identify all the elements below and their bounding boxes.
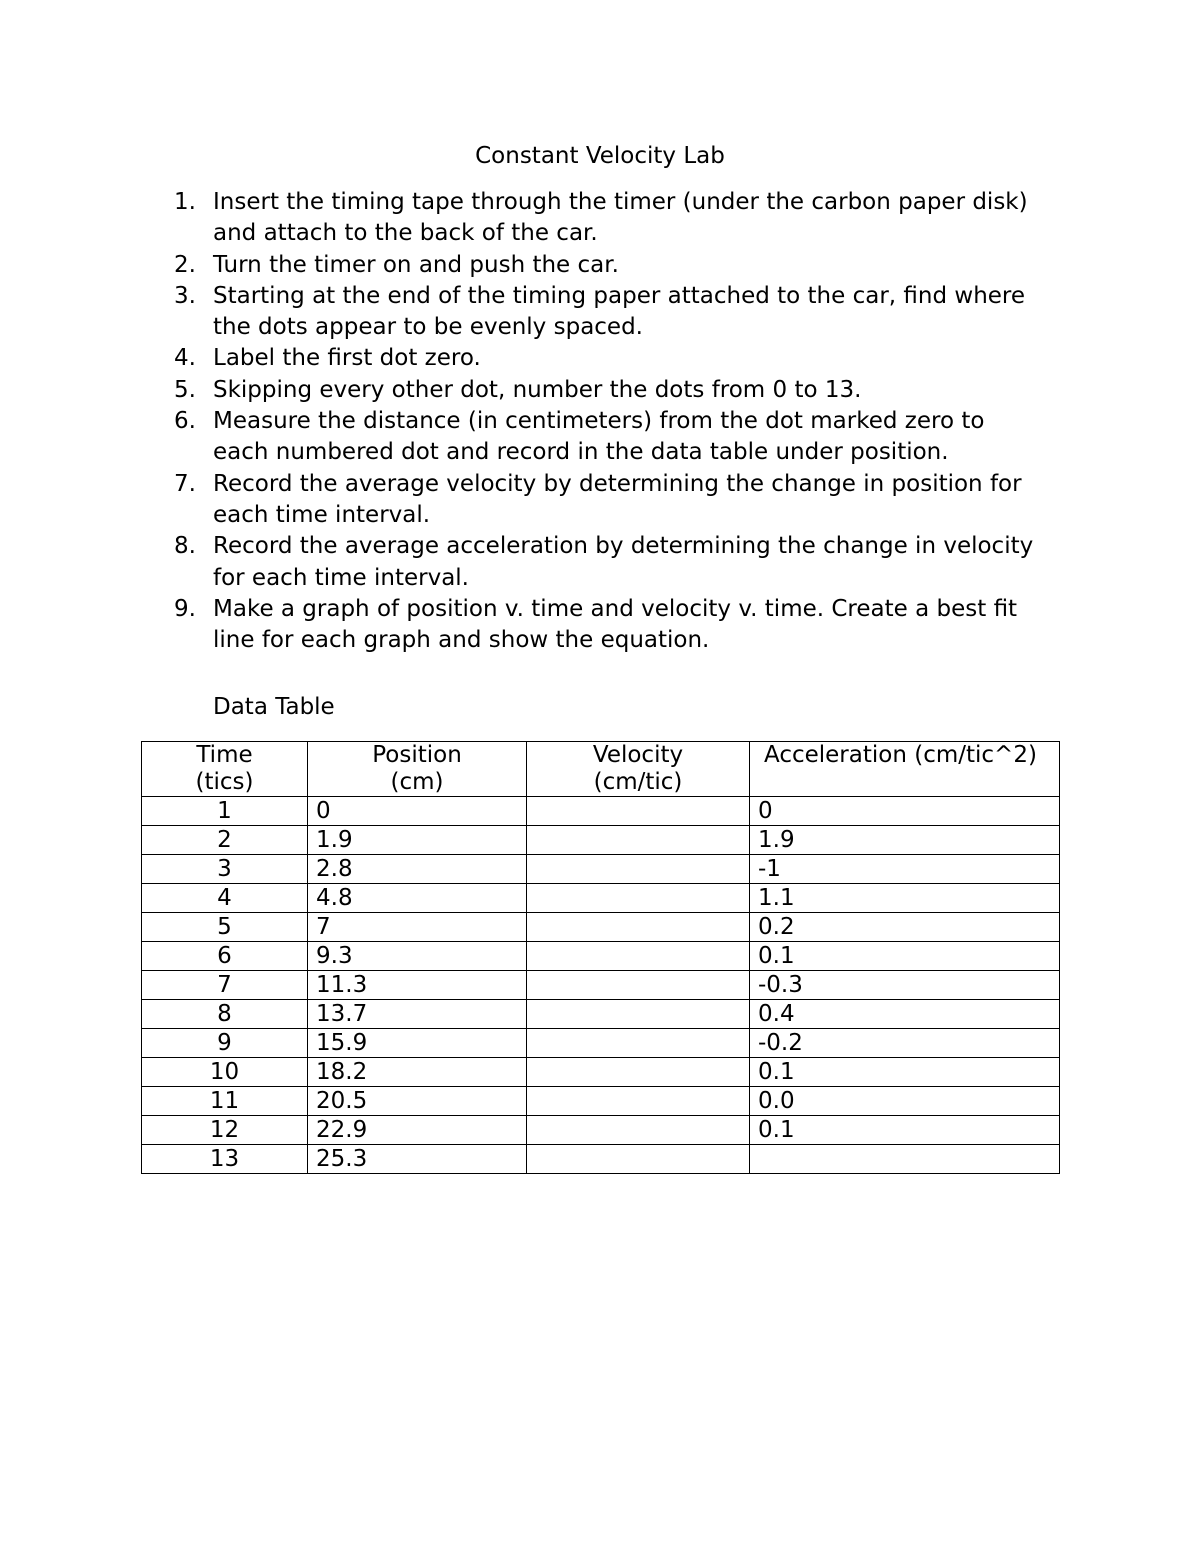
cell-time: 7: [142, 971, 308, 1000]
cell-velocity: [527, 855, 750, 884]
table-row: [142, 1116, 1060, 1145]
cell-velocity: [527, 1145, 750, 1174]
instruction-step: [0, 281, 1053, 344]
cell-position: 4.8: [308, 884, 527, 913]
cell-position: 25.3: [308, 1145, 527, 1174]
step-number: 8.: [174, 533, 196, 560]
cell-velocity: [527, 1029, 750, 1058]
cell-acceleration: 0.1: [750, 1116, 1060, 1145]
table-row: [142, 797, 1060, 826]
table-label: Data Table: [213, 694, 335, 720]
cell-position: 18.2: [308, 1058, 527, 1087]
step-number: 4.: [174, 345, 196, 372]
cell-time: 12: [142, 1116, 308, 1145]
cell-time: 8: [142, 1000, 308, 1029]
step-number: 5.: [174, 376, 196, 403]
header-acceleration: Acceleration (cm/tic^2): [750, 742, 1060, 797]
table-row: [142, 826, 1060, 855]
step-text-line: Starting at the end of the timing paper attached to the car, find where: [213, 282, 1026, 309]
cell-velocity: [527, 971, 750, 1000]
instruction-step: [0, 250, 1053, 281]
cell-time: 1: [142, 797, 308, 826]
instruction-list: [0, 187, 1200, 656]
step-text-line: Make a graph of position v. time and velocity v. time. Create a best fit: [213, 595, 1018, 622]
cell-position: 2.8: [308, 855, 527, 884]
cell-position: 9.3: [308, 942, 527, 971]
cell-time: 10: [142, 1058, 308, 1087]
cell-position: 1.9: [308, 826, 527, 855]
cell-velocity: [527, 1000, 750, 1029]
cell-acceleration: 0.2: [750, 913, 1060, 942]
step-text-line: the dots appear to be evenly spaced.: [213, 314, 643, 341]
step-number: 3.: [174, 282, 196, 309]
table-row: [142, 884, 1060, 913]
cell-acceleration: -1: [750, 855, 1060, 884]
cell-velocity: [527, 942, 750, 971]
cell-velocity: [527, 913, 750, 942]
step-text-line: Skipping every other dot, number the dots from 0 to 13.: [213, 376, 862, 403]
step-text-line: Measure the distance (in centimeters) from the dot marked zero to: [213, 408, 985, 435]
page-title: Constant Velocity Lab: [475, 143, 725, 169]
cell-acceleration: -0.3: [750, 971, 1060, 1000]
header-position: Position (cm): [308, 742, 527, 797]
instruction-step: [0, 343, 1053, 374]
cell-acceleration: 0: [750, 797, 1060, 826]
cell-position: 7: [308, 913, 527, 942]
table-row: [142, 1087, 1060, 1116]
cell-time: 4: [142, 884, 308, 913]
cell-time: 3: [142, 855, 308, 884]
step-text-line: each time interval.: [213, 501, 431, 528]
instruction-step: [0, 469, 1053, 532]
table-row: [142, 942, 1060, 971]
cell-velocity: [527, 1116, 750, 1145]
cell-time: 11: [142, 1087, 308, 1116]
table-row: [142, 1029, 1060, 1058]
step-number: 1.: [174, 189, 196, 215]
step-text-line: Insert the timing tape through the timer (under the carbon paper disk): [213, 189, 1028, 215]
instruction-step: [0, 375, 1053, 406]
step-text-line: line for each graph and show the equation.: [213, 627, 710, 654]
cell-acceleration: 1.1: [750, 884, 1060, 913]
step-text-line: Record the average acceleration by determining the change in velocity: [213, 533, 1034, 560]
step-number: 6.: [174, 408, 196, 435]
table-row: [142, 1145, 1060, 1174]
cell-velocity: [527, 1087, 750, 1116]
header-time: Time (tics): [142, 742, 308, 797]
cell-position: 0: [308, 797, 527, 826]
cell-position: 15.9: [308, 1029, 527, 1058]
step-text-line: Turn the timer on and push the car.: [213, 251, 619, 278]
cell-acceleration: 0.4: [750, 1000, 1060, 1029]
cell-position: 20.5: [308, 1087, 527, 1116]
table-row: [142, 855, 1060, 884]
cell-velocity: [527, 826, 750, 855]
cell-time: 2: [142, 826, 308, 855]
instruction-step: [0, 187, 1053, 250]
cell-acceleration: 1.9: [750, 826, 1060, 855]
step-number: 2.: [174, 251, 196, 278]
cell-time: 6: [142, 942, 308, 971]
cell-velocity: [527, 1058, 750, 1087]
step-text-line: each numbered dot and record in the data table under position.: [213, 439, 949, 466]
table-row: [142, 1058, 1060, 1087]
instruction-step: [0, 594, 1053, 657]
cell-velocity: [527, 884, 750, 913]
step-number: 9.: [174, 595, 196, 622]
step-number: 7.: [174, 470, 196, 497]
cell-position: 13.7: [308, 1000, 527, 1029]
cell-acceleration: 0.1: [750, 942, 1060, 971]
cell-acceleration: -0.2: [750, 1029, 1060, 1058]
step-text-line: and attach to the back of the car.: [213, 220, 598, 247]
instruction-step: [0, 406, 1053, 469]
cell-velocity: [527, 797, 750, 826]
table-row: [142, 913, 1060, 942]
step-text-line: Label the first dot zero.: [213, 345, 481, 372]
table-row: [142, 971, 1060, 1000]
cell-time: 13: [142, 1145, 308, 1174]
step-text-line: Record the average velocity by determining the change in position for: [213, 470, 1022, 497]
cell-acceleration: 0.1: [750, 1058, 1060, 1087]
step-text-line: for each time interval.: [213, 564, 469, 591]
cell-time: 9: [142, 1029, 308, 1058]
table-body: [142, 797, 1060, 1174]
data-table: [141, 741, 1060, 1174]
table-row: [142, 1000, 1060, 1029]
header-velocity: Velocity (cm/tic): [527, 742, 750, 797]
cell-position: 22.9: [308, 1116, 527, 1145]
cell-acceleration: [750, 1145, 1060, 1174]
cell-position: 11.3: [308, 971, 527, 1000]
table-header-row: [142, 742, 1060, 797]
cell-time: 5: [142, 913, 308, 942]
cell-acceleration: 0.0: [750, 1087, 1060, 1116]
instruction-step: [0, 531, 1053, 594]
